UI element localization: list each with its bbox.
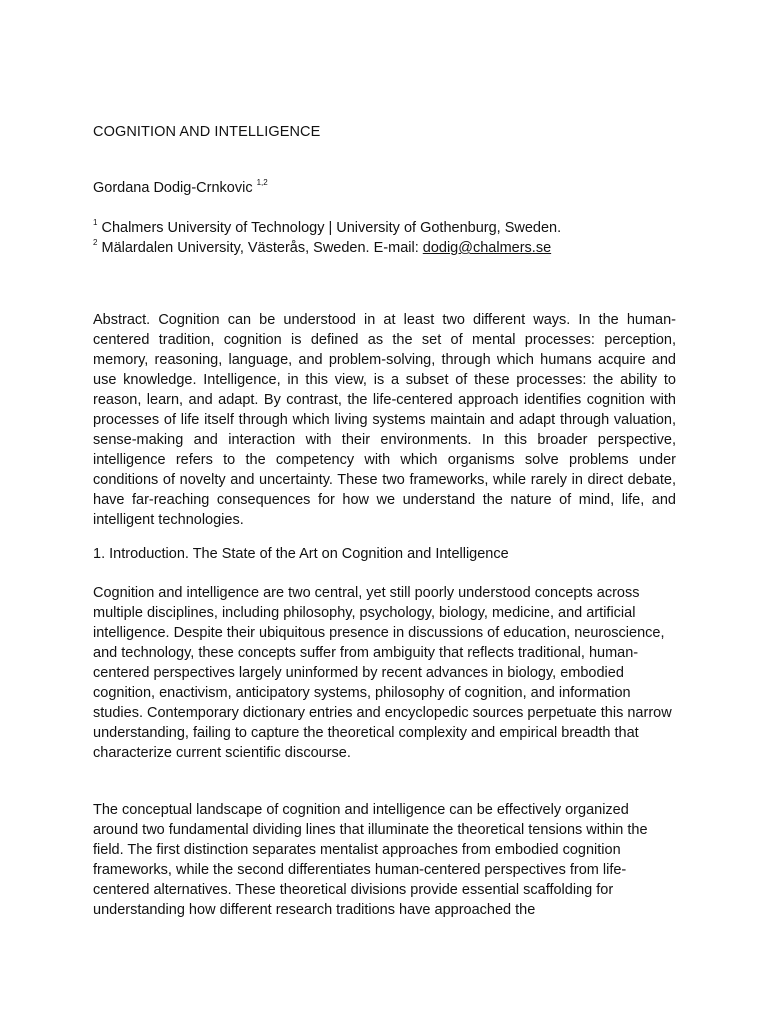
body-paragraph: Cognition and intelligence are two central, yet still poorly understood concepts across multiple disciplines, including philosophy, psychology, biology, medicine, and artificial intelligence. Despite their ubiquitous presence in discussions of education, neuroscience, and technology, these concepts suffer from ambiguity that reflects traditional, human-centered perspectives largely uninformed by recent advances in biology, embodied cognition, enactivism, anticipatory systems, philosophy of cognition, and information studies. Contemporary dictionary entries and encyclopedic sources perpetuate this narrow understanding, failing to capture the theoretical complexity and empirical breadth that characterize current scientific discourse. <box>93 585 672 761</box>
author-line <box>93 180 268 196</box>
body-paragraph: The conceptual landscape of cognition and intelligence can be effectively organized around two fundamental dividing lines that illuminate the theoretical tensions within the field. The first distinction separates mentalist approaches from embodied cognition frameworks, while the second differentiates human-centered perspectives from life-centered alternatives. These theoretical divisions provide essential scaffolding for understanding how different research traditions have approached the <box>93 802 648 918</box>
paper-title: COGNITION AND INTELLIGENCE <box>93 124 321 140</box>
section-heading: 1. Introduction. The State of the Art on Cognition and Intelligence <box>93 546 509 562</box>
email-link[interactable]: dodig@chalmers.se <box>422 240 552 256</box>
affiliation-2 <box>93 240 551 256</box>
affiliation-1-marker: 1 <box>93 218 98 227</box>
affiliation-1-text: Chalmers University of Technology | University of Gothenburg, Sweden. <box>101 220 562 236</box>
abstract-label: Abstract. <box>93 312 151 328</box>
abstract <box>93 310 676 530</box>
author-name: Gordana Dodig-Crnkovic <box>93 180 253 196</box>
abstract-text: Cognition can be understood in at least two different ways. In the human-centered tradition, cognition is defined as the set of mental processes: perception, memory, reasoning, language, and problem-solving, through which humans acquire and use knowledge. Intelligence, in this view, is a subset of these processes: the ability to reason, learn, and adapt. By contrast, the life-centered approach identifies cognition with processes of life itself through which living systems maintain and adapt through valuation, sense-making and interaction with their environments. In this broader perspective, intelligence refers to the competency with which organisms solve problems under conditions of novelty and uncertainty. These two frameworks, while rarely in direct debate, have far-reaching consequences for how we understand the nature of mind, life, and intelligent technologies. <box>93 312 677 528</box>
author-affiliation-markers: 1,2 <box>256 178 268 187</box>
affiliation-2-text: Mälardalen University, Västerås, Sweden. E-mail: <box>101 240 423 256</box>
affiliation-1 <box>93 220 561 236</box>
affiliation-2-marker: 2 <box>93 238 98 247</box>
